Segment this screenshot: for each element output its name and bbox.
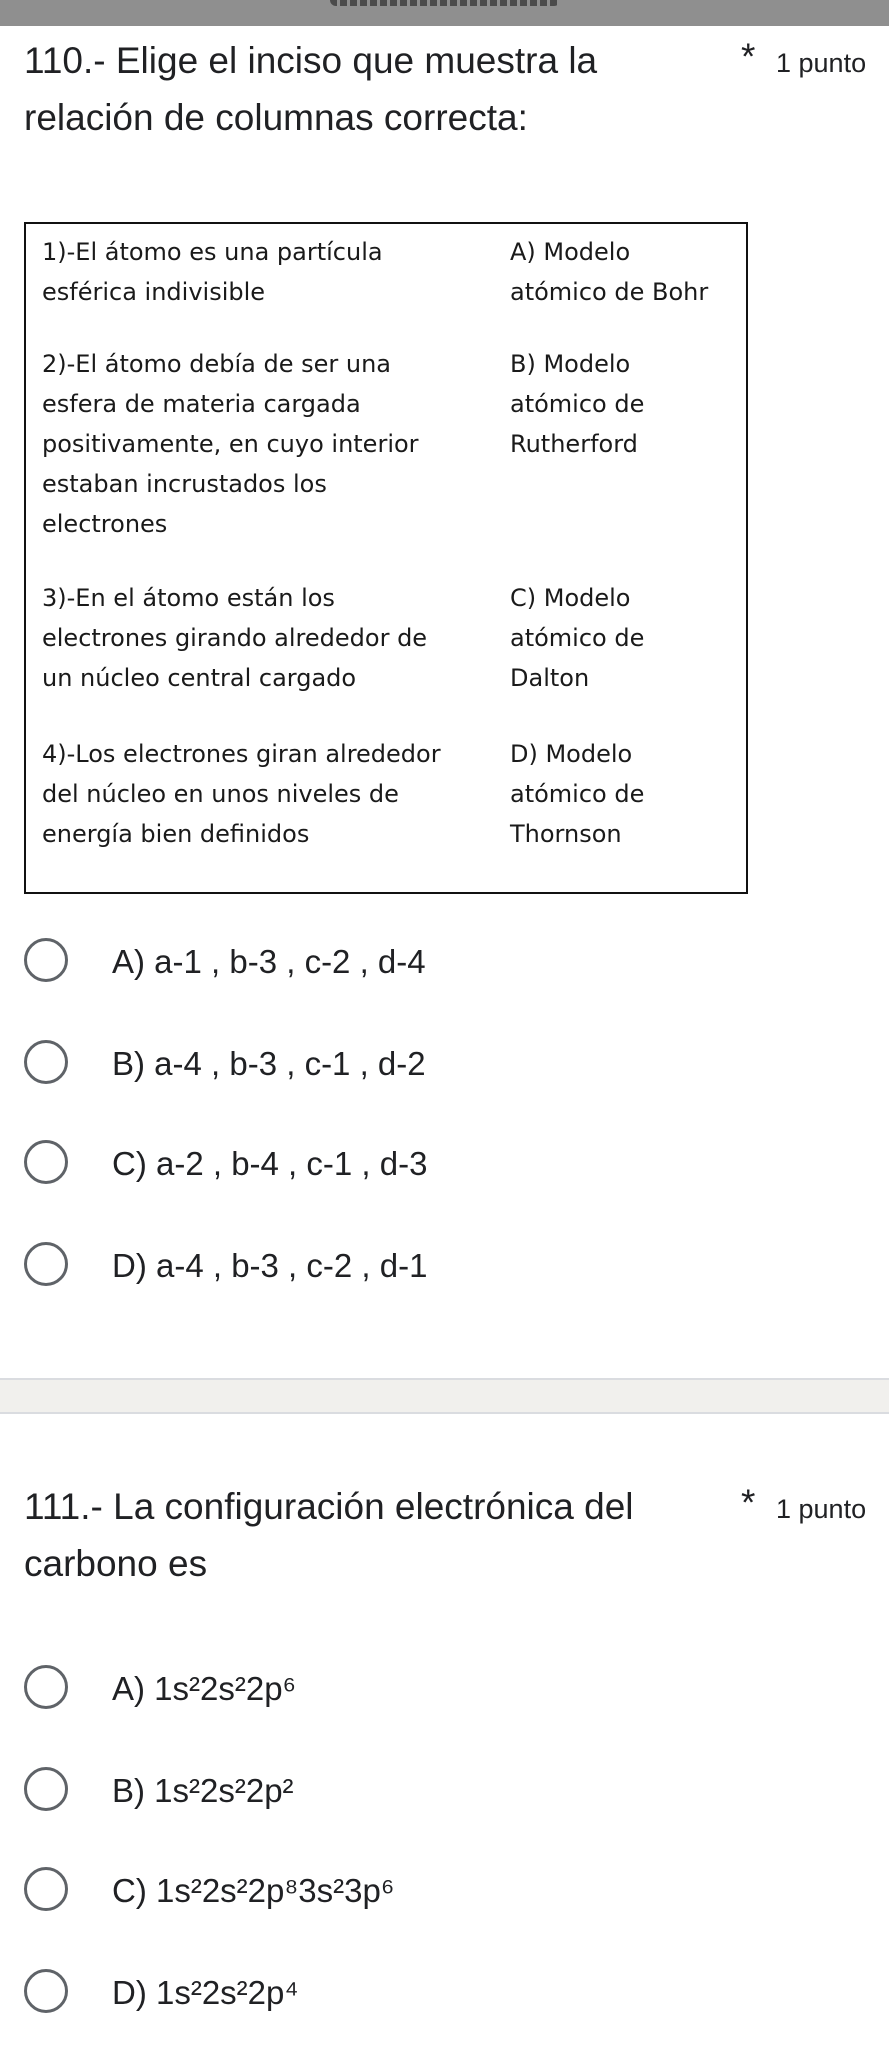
statement-line: energía bien definidos (42, 820, 310, 848)
model-line: C) Modelo (510, 584, 631, 612)
required-asterisk: * (741, 1482, 756, 1523)
statement-line: del núcleo en unos niveles de (42, 780, 399, 808)
model-line: atómico de (510, 624, 645, 652)
option-label: D) 1s²2s²2p⁴ (112, 1974, 299, 2011)
option-b[interactable] (24, 1036, 824, 1092)
option-b[interactable] (24, 1763, 824, 1819)
statement-line: un núcleo central cargado (42, 664, 357, 692)
model-line: Rutherford (510, 430, 638, 458)
question-divider (0, 1378, 889, 1414)
statement-line: positivamente, en cuyo interior (42, 430, 419, 458)
option-label: C) 1s²2s²2p⁸3s²3p⁶ (112, 1872, 395, 1909)
option-d[interactable] (24, 1965, 824, 2021)
option-label: A) 1s²2s²2p⁶ (112, 1670, 297, 1707)
points-label: 1 punto (776, 1494, 867, 1524)
model-column (510, 578, 740, 698)
option-c[interactable] (24, 1136, 824, 1192)
option-d[interactable] (24, 1238, 824, 1294)
statement-column (42, 232, 512, 312)
model-line: atómico de (510, 780, 645, 808)
model-column (510, 734, 740, 854)
statement-column (42, 344, 512, 544)
model-column (510, 232, 740, 312)
points-label: 1 punto (776, 48, 867, 78)
option-label: B) 1s²2s²2p² (112, 1772, 294, 1809)
model-line: atómico de (510, 390, 645, 418)
model-line: atómico de Bohr (510, 278, 709, 306)
option-a[interactable] (24, 1661, 824, 1717)
radio-button[interactable] (24, 1665, 68, 1709)
model-line: A) Modelo (510, 238, 631, 266)
model-line: Thornson (510, 820, 622, 848)
model-line: D) Modelo (510, 740, 633, 768)
option-label: D) a-4 , b-3 , c-2 , d-1 (112, 1247, 428, 1284)
matching-table-image (24, 222, 748, 894)
option-label: C) a-2 , b-4 , c-1 , d-3 (112, 1145, 428, 1182)
option-a[interactable] (24, 934, 824, 990)
statement-line: electrones girando alrededor de (42, 624, 428, 652)
option-label: A) a-1 , b-3 , c-2 , d-4 (112, 943, 426, 980)
question-title: 110.- Elige el inciso que muestra la relación de columnas correcta: (24, 40, 598, 138)
statement-column (42, 734, 512, 854)
model-line: Dalton (510, 664, 590, 692)
option-label: B) a-4 , b-3 , c-1 , d-2 (112, 1045, 426, 1082)
statement-line: 4)-Los electrones giran alrededor (42, 740, 441, 768)
statement-line: electrones (42, 510, 168, 538)
required-asterisk: * (741, 36, 756, 77)
statement-line: esfera de materia cargada (42, 390, 361, 418)
statement-line: 2)-El átomo debía de ser una (42, 350, 392, 378)
question-title: 111.- La configuración electrónica del carbono es (24, 1486, 634, 1584)
statement-column (42, 578, 512, 698)
radio-button[interactable] (24, 938, 68, 982)
statement-line: estaban incrustados los (42, 470, 327, 498)
model-column (510, 344, 740, 464)
statement-line: 1)-El átomo es una partícula (42, 238, 383, 266)
option-c[interactable] (24, 1863, 824, 1919)
radio-button[interactable] (24, 1867, 68, 1911)
browser-top-strip (0, 0, 889, 26)
radio-button[interactable] (24, 1969, 68, 2013)
radio-button[interactable] (24, 1140, 68, 1184)
model-line: B) Modelo (510, 350, 631, 378)
radio-button[interactable] (24, 1242, 68, 1286)
statement-line: esférica indivisible (42, 278, 266, 306)
radio-button[interactable] (24, 1040, 68, 1084)
statement-line: 3)-En el átomo están los (42, 584, 335, 612)
radio-button[interactable] (24, 1767, 68, 1811)
url-fragment (330, 0, 560, 6)
